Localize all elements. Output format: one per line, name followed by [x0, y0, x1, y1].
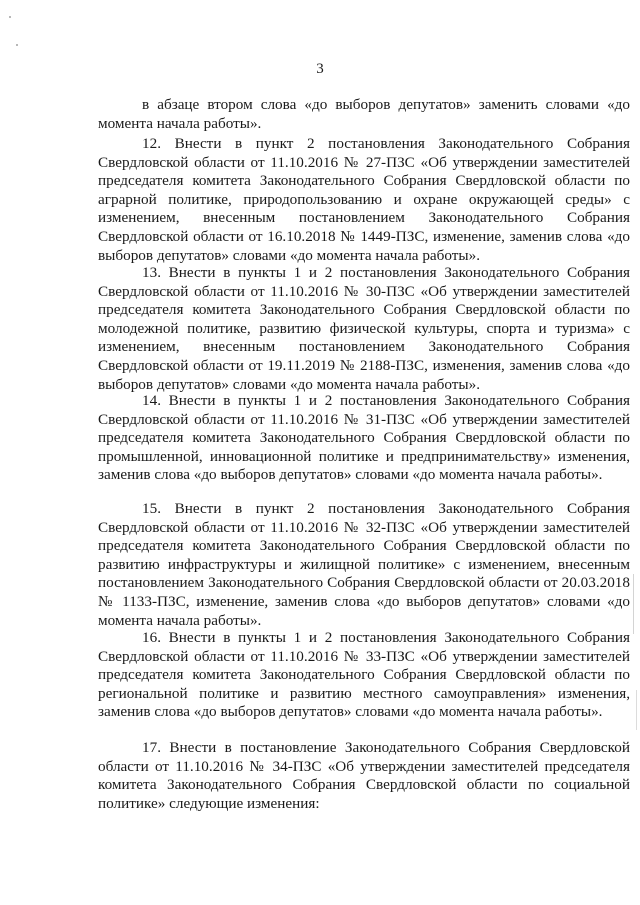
paragraph-item-16: 16. Внести в пункты 1 и 2 постановления Законодательного Собрания Свердловской области от 11.10.2016 № 33-ПЗС «Об утверждении заместителей председателя комитета Законодательного Собрания Свердловской области по региональной политике и развитию местного самоуправления» изменения, заменив слова «до выборов депутатов» словами «до момента начала работы».	[98, 629, 630, 721]
scan-speck	[16, 44, 18, 46]
scan-speck	[633, 574, 634, 634]
scan-speck	[636, 690, 637, 730]
paragraph-item-15: 15. Внести в пункт 2 постановления Законодательного Собрания Свердловской области от 11.10.2016 № 32-ПЗС «Об утверждении заместителей председателя комитета Законодательного Собрания Свердловской области по развитию инфраструктуры и жилищной политике» с изменением, внесенным постановлением Законодательного Собрания Свердловской области от 20.03.2018 № 1133-ПЗС, изменение, заменив слова «до выборов депутатов» словами «до момента начала работы».	[98, 500, 630, 629]
paragraph-item-14: 14. Внести в пункты 1 и 2 постановления Законодательного Собрания Свердловской области от 11.10.2016 № 31-ПЗС «Об утверждении заместителей председателя комитета Законодательного Собрания Свердловской области по промышленной, инновационной политике и предпринимательству» изменения, заменив слова «до выборов депутатов» словами «до момента начала работы».	[98, 392, 630, 484]
paragraph-item-13: 13. Внести в пункты 1 и 2 постановления Законодательного Собрания Свердловской области от 11.10.2016 № 30-ПЗС «Об утверждении заместителей председателя комитета Законодательного Собрания Свердловской области по молодежной политике, развитию физической культуры, спорта и туризма» с изменением, внесенным постановлением Законодательного Собрания Свердловской области от 19.11.2019 № 2188-ПЗС, изменения, заменив слова «до выборов депутатов» словами «до момента начала работы».	[98, 264, 630, 393]
paragraph-item-17: 17. Внести в постановление Законодательного Собрания Свердловской области от 11.10.2016 № 34-ПЗС «Об утверждении заместителей председателя комитета Законодательного Собрания Свердловской области по социальной политике» следующие изменения:	[98, 739, 630, 812]
paragraph-continuation: в абзаце втором слова «до выборов депутатов» заменить словами «до момента начала работы».	[98, 96, 630, 132]
page-number: 3	[316, 61, 324, 77]
paragraph-item-12: 12. Внести в пункт 2 постановления Законодательного Собрания Свердловской области от 11.10.2016 № 27-ПЗС «Об утверждении заместителей председателя комитета Законодательного Собрания Свердловской области по аграрной политике, природопользованию и охране окружающей среды» с изменением, внесенным постановлением Законодательного Собрания Свердловской области от 16.10.2018 № 1449-ПЗС, изменение, заменив слова «до выборов депутатов» словами «до момента начала работы».	[98, 135, 630, 264]
scan-speck	[9, 16, 11, 18]
